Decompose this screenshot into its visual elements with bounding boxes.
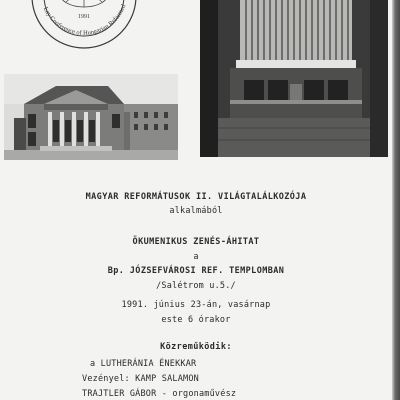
logo-seal-icon bbox=[14, 0, 154, 52]
program-date: 1991. június 23-án, vasárnap bbox=[121, 300, 271, 310]
svg-text:1991: 1991 bbox=[78, 14, 90, 20]
svg-text:Lay Conference of Hungarian Re: Lay Conference of Hungarian Reformed bbox=[41, 3, 128, 37]
program-performers-heading: Közreműködik: bbox=[160, 342, 232, 352]
world-congress-logo bbox=[14, 0, 154, 52]
program-performer-organist: TRAJTLER GÁBOR - orgonaművész bbox=[82, 389, 237, 399]
program-occasion: alkalmából bbox=[169, 206, 223, 216]
program-article: a bbox=[193, 252, 199, 262]
program-performer-choir: a LUTHERÁNIA ÉNEKKAR bbox=[90, 359, 197, 369]
program-address: /Salétrom u.5./ bbox=[156, 281, 236, 291]
pipe-organ-photo bbox=[200, 0, 388, 157]
church-building-photo bbox=[4, 74, 178, 160]
program-heading: MAGYAR REFORMÁTUSOK II. VILÁGTALÁLKOZÓJA bbox=[85, 192, 307, 202]
program-time: este 6 órakor bbox=[161, 315, 231, 325]
program-title: ÖKUMENIKUS ZENÉS-ÁHITAT bbox=[132, 237, 260, 247]
program-venue: Bp. JÓZSEFVÁROSI REF. TEMPLOMBAN bbox=[107, 266, 285, 276]
program-performer-conductor: Vezényel: KAMP SALAMON bbox=[82, 374, 199, 384]
page-edge-shadow bbox=[392, 0, 400, 400]
